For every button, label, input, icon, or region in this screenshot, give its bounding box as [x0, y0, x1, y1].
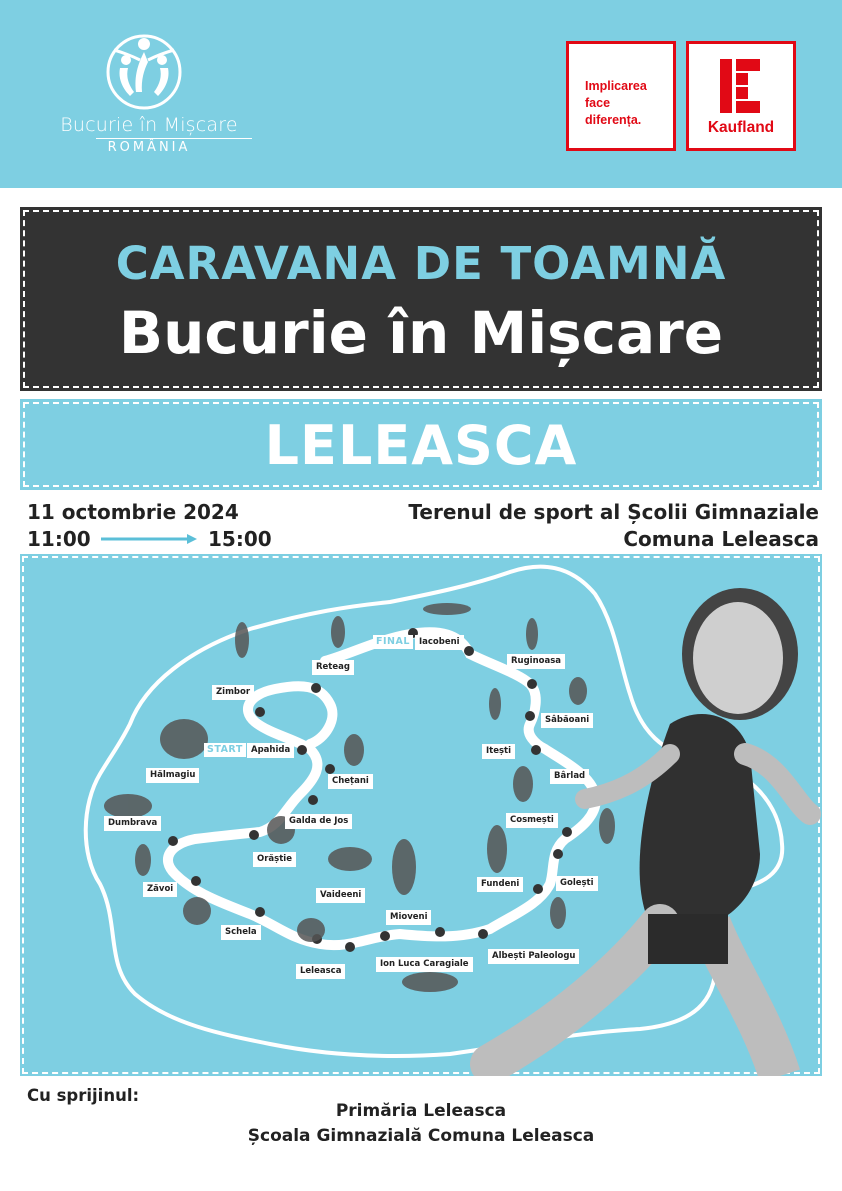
event-date: 11 octombrie 2024: [27, 500, 239, 524]
slogan-line: diferența.: [585, 113, 642, 127]
sponsor-logo-box: [686, 41, 796, 151]
city-name: LELEASCA: [264, 414, 578, 477]
romania-outline-map: [20, 554, 822, 1076]
stop-label: Galda de Jos: [285, 814, 352, 829]
stop-label: Bârlad: [550, 769, 589, 784]
stop-label: Reteag: [312, 660, 354, 675]
header-band: [0, 0, 842, 188]
supporter-school: Școala Gimnazială Comuna Leleasca: [247, 1126, 595, 1146]
stop-label: Zăvoi: [143, 882, 177, 897]
stop-label: Chețani: [328, 774, 373, 789]
dancing-figures-logo-icon: [104, 30, 184, 114]
supporter-town-hall: Primăria Leleasca: [335, 1101, 507, 1121]
stop-label: Apahida: [247, 743, 294, 758]
stop-label: Ion Luca Caragiale: [376, 957, 473, 972]
start-tag: START: [204, 743, 246, 757]
stop-label: Hălmagiu: [146, 768, 199, 783]
event-location: Terenul de sport al Școlii Gimnaziale: [408, 500, 819, 524]
stop-label: Cosmești: [506, 813, 558, 828]
title-brand: Bucurie în Mișcare: [118, 299, 724, 367]
brand-country: ROMÂNIA: [107, 140, 191, 155]
stop-label: Leleasca: [296, 964, 345, 979]
stop-label: Vaideeni: [316, 888, 365, 903]
stop-label: Itești: [482, 744, 515, 759]
slogan-line: face: [585, 96, 611, 110]
stop-label: Sâbăoani: [541, 713, 593, 728]
stop-label: Ruginoasa: [507, 654, 565, 669]
slogan-line: Implicarea: [585, 79, 647, 93]
final-tag: FINAL: [373, 635, 413, 649]
stop-label: Schela: [221, 925, 261, 940]
event-start-time: 11:00: [27, 527, 91, 551]
brand-name: Bucurie în Mișcare: [60, 114, 238, 136]
route-map: [20, 554, 822, 1076]
stop-label: Mioveni: [386, 910, 431, 925]
stop-label: Zimbor: [212, 685, 254, 700]
kaufland-k-icon: [720, 59, 766, 113]
stop-label: Fundeni: [477, 877, 523, 892]
support-title: Cu sprijinul:: [27, 1086, 140, 1105]
stop-label: Dumbrava: [104, 816, 161, 831]
stop-label: Iacobeni: [415, 635, 464, 650]
event-location-commune: Comuna Leleasca: [623, 527, 819, 551]
sponsor-slogan: [585, 78, 647, 129]
stop-label: Albești Paleologu: [488, 949, 579, 964]
sponsor-slogan-box: [566, 41, 676, 151]
event-end-time: 15:00: [208, 527, 272, 551]
city-band: [20, 399, 822, 490]
sponsor-name: Kaufland: [707, 119, 775, 136]
stop-label: Golești: [556, 876, 598, 891]
stop-label: Orăștie: [253, 852, 296, 867]
title-caravan: CARAVANA DE TOAMNĂ: [115, 237, 727, 290]
title-band: [20, 207, 822, 391]
arrow-right-icon: [101, 533, 197, 545]
brand-divider: [96, 138, 252, 139]
